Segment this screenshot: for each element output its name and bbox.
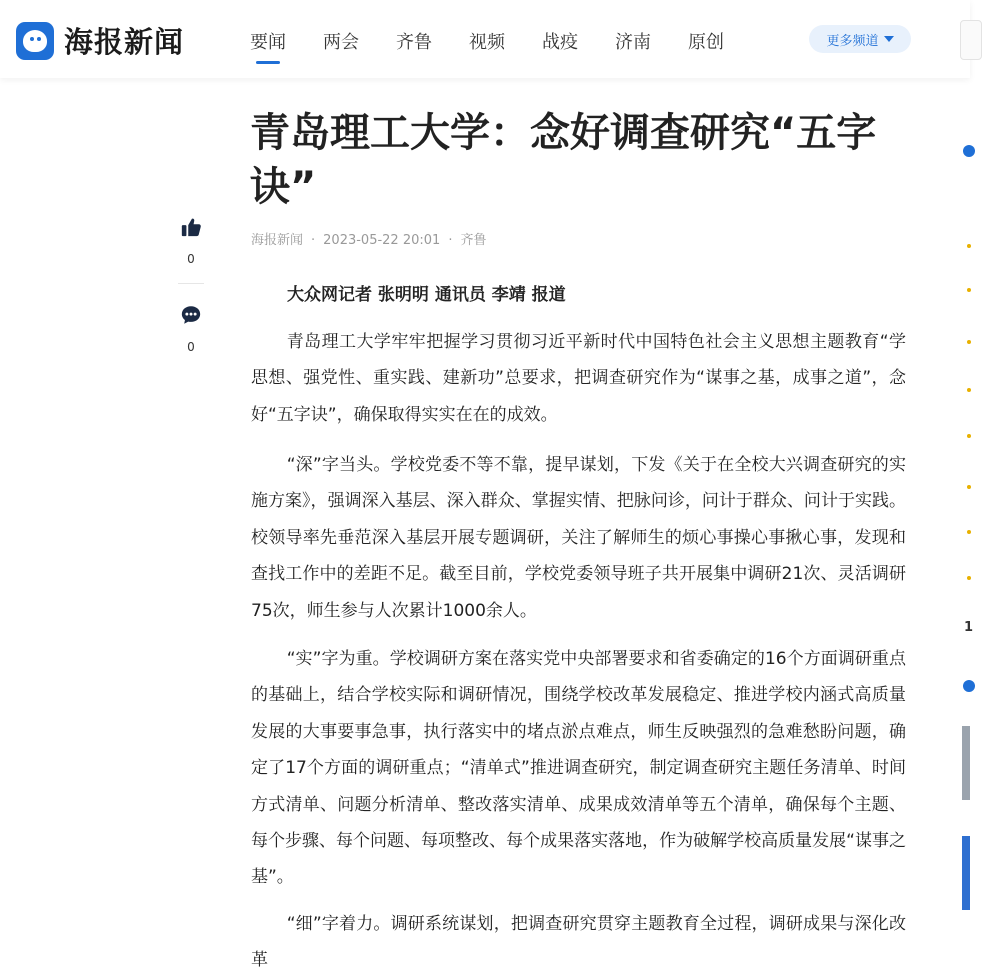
- seal-logo-icon: [16, 22, 54, 60]
- meta-separator: ·: [448, 233, 453, 248]
- comment-count: 0: [187, 340, 195, 354]
- logo-text: 海报新闻: [64, 25, 185, 59]
- site-logo[interactable]: [16, 20, 184, 61]
- article-byline: 大众网记者 张明明 通讯员 李靖 报道: [287, 285, 566, 305]
- sidebar-partial-number: 1: [964, 620, 974, 635]
- nav-item-yaowen[interactable]: 要闻: [250, 28, 286, 64]
- article-paragraph: “实”字为重。学校调研方案在落实党中央部署要求和省委确定的16个方面调研重点的基础上，结合学校实际和调研情况，围绕学校改革发展稳定、推进学校内涵式高质量发展的大事要事急事，执行落实中的堵点淤点难点，师生反映强烈的急难愁盼问题，确定了17个方面的调研重点；“清单式”推进调查研究，制定调查研究主题任务清单、时间方式清单、问题分析清单、整改落实清单、成果成效清单等五个清单，确保每个主题、每个步骤、每个问题、每项整改、每个成果落实落地，作为破解学校高质量发展“谋事之基”。: [251, 649, 906, 888]
- sidebar-bullet-icon: [967, 388, 971, 392]
- sidebar-section-icon: [963, 145, 975, 157]
- sidebar-bullet-icon: [967, 288, 971, 292]
- search-box[interactable]: [960, 20, 982, 60]
- site-header: [0, 0, 970, 78]
- nav-item-yuanchuang[interactable]: 原创: [688, 32, 724, 53]
- sidebar-section-icon: [963, 680, 975, 692]
- article-paragraph: 青岛理工大学牢牢把握学习贯彻习近平新时代中国特色社会主义思想主题教育“学思想、强党性、重实践、建新功”总要求，把调查研究作为“谋事之基，成事之道”，念好“五字诀”，确保取得实实在在的成效。: [251, 332, 906, 425]
- article-title: 青岛理工大学：念好调查研究“五字诀”: [250, 110, 877, 210]
- like-action[interactable]: [178, 216, 204, 266]
- sidebar-bullet-icon: [967, 576, 971, 580]
- meta-channel[interactable]: 齐鲁: [460, 233, 487, 248]
- sidebar-thumbnail[interactable]: [962, 836, 970, 910]
- caret-down-icon: [884, 36, 894, 42]
- meta-datetime: 2023-05-22 20:01: [323, 233, 441, 248]
- thumbs-up-icon: [180, 216, 202, 238]
- nav-item-lianghui[interactable]: 两会: [323, 32, 359, 53]
- article-paragraph: “深”字当头。学校党委不等不靠，提早谋划，下发《关于在全校大兴调查研究的实施方案》，强调深入基层、深入群众、掌握实情、把脉问诊，问计于群众、问计于实践。校领导率先垂范深入基层开展专题调研，关注了解师生的烦心事操心事揪心事，发现和查找工作中的差距不足。截至目前，学校党委领导班子共开展集中调研21次、灵活调研75次，师生参与人次累计1000余人。: [251, 455, 906, 621]
- more-channels-button[interactable]: [809, 25, 911, 53]
- more-channels-label: 更多频道: [826, 33, 879, 49]
- comment-bubble-icon: [180, 304, 202, 326]
- article-paragraph: “细”字着力。调研系统谋划，把调查研究贯穿主题教育全过程，调研成果与深化改革: [251, 914, 906, 971]
- meta-separator: ·: [311, 233, 316, 248]
- sidebar-thumbnail[interactable]: [962, 726, 970, 800]
- article-meta: [251, 229, 486, 248]
- nav-item-jinan[interactable]: 济南: [615, 32, 651, 53]
- sidebar-bullet-icon: [967, 434, 971, 438]
- main-nav: [250, 28, 761, 64]
- sidebar-bullet-icon: [967, 530, 971, 534]
- actions-divider: [178, 283, 204, 284]
- like-count: 0: [187, 252, 195, 266]
- comment-action[interactable]: [178, 304, 204, 354]
- sidebar-bullet-icon: [967, 244, 971, 248]
- sidebar-bullet-icon: [967, 485, 971, 489]
- sidebar-bullet-icon: [967, 340, 971, 344]
- nav-item-zhanyi[interactable]: 战疫: [542, 32, 578, 53]
- nav-item-qilu[interactable]: 齐鲁: [396, 32, 432, 53]
- article-actions: [178, 216, 204, 354]
- nav-item-shipin[interactable]: 视频: [469, 32, 505, 53]
- meta-source[interactable]: 海报新闻: [251, 233, 304, 248]
